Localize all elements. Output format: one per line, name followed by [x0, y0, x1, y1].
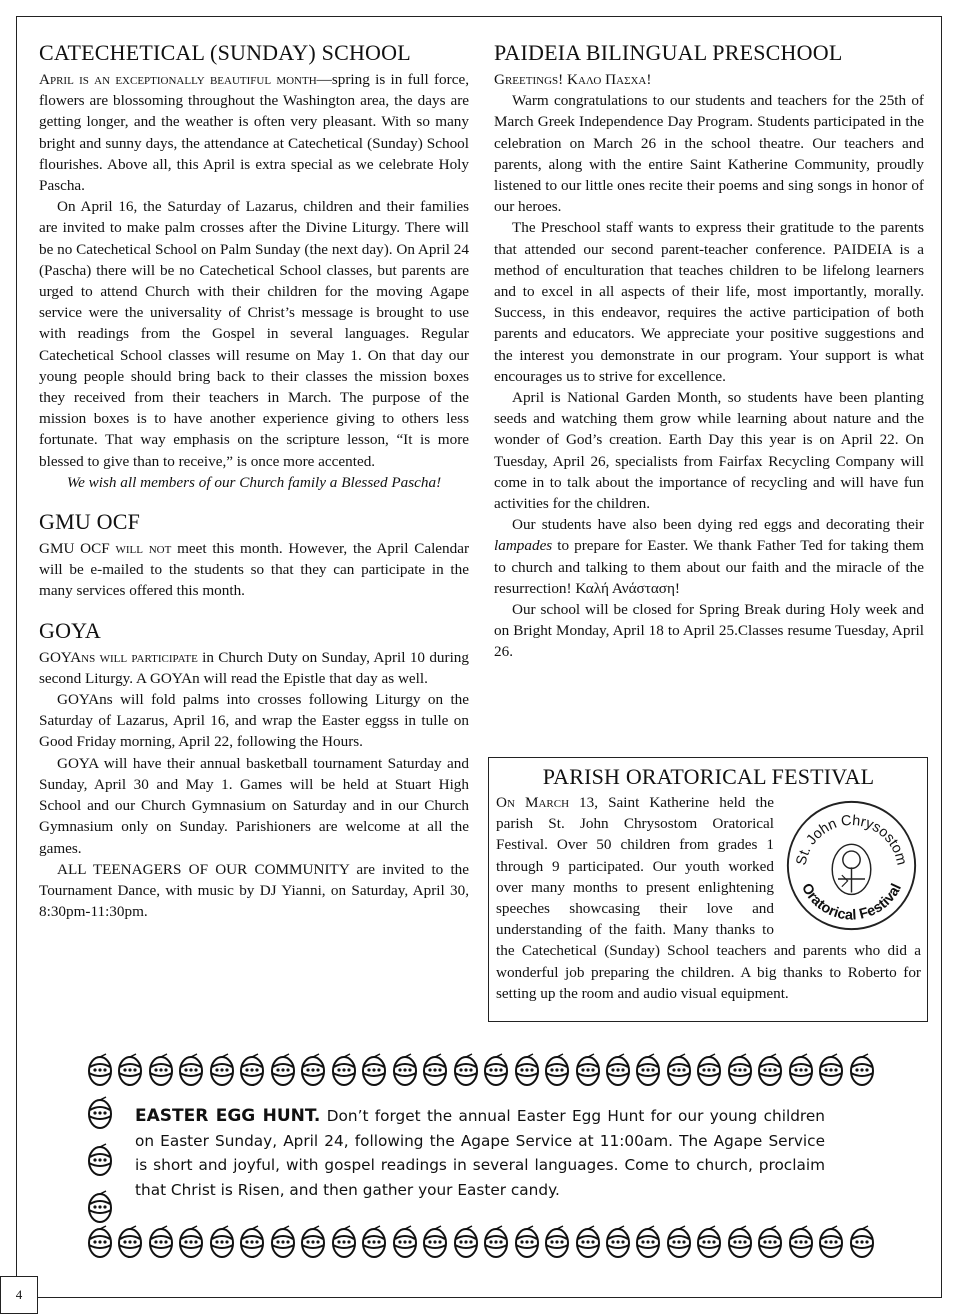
seal-bottom-text: Oratorical Festival: [797, 880, 905, 924]
decorated-egg-icon: [574, 1053, 602, 1087]
decorated-egg-icon: [726, 1225, 754, 1259]
oratorical-seal-icon: [784, 798, 919, 933]
catechetical-p1: [39, 69, 469, 196]
paideia-p5: Our school will be closed for Spring Break during Holy week and on Bright Monday, April 18 to April 25.Classes resume Tuesday, April 26.: [494, 601, 924, 661]
decorated-egg-icon: [177, 1225, 205, 1259]
decorated-egg-icon: [86, 1053, 114, 1087]
decorated-egg-icon: [360, 1225, 388, 1259]
paideia-p3: April is National Garden Month, so students have been planting seeds and watching them grow while learning about nature and the wonder of God’s creation. Earth Day this year is on April 22. On Tuesday, April 26, specialists from Fairfax Recycling Company will come in to talk about the importance of recycling and will have fun activities for the children.: [494, 389, 924, 513]
paideia-p4b: to prepare for Easter. We thank Father Ted for taking them to church and talking to them about our faith and the miracle of the resurrection! Καλή Ανάσταση!: [494, 537, 924, 597]
paideia-p2: The Preschool staff wants to express their gratitude to the parents that attended our second parent-teacher conference. PAIDEIA is a method of enculturation that teaches children to be lifelong learners and to excel in all aspects of their life, most importantly, morally. Success, in this endeavor, requires the active participation of both parents and educators. We appreciate your positive suggestions and the interest you demonstrate in our program. Your support is what encourages us to strive for excellence.: [494, 219, 924, 385]
decorated-egg-icon: [604, 1053, 632, 1087]
decorated-egg-icon: [208, 1225, 236, 1259]
seal-top-text: St. John Chrysostom: [793, 812, 910, 867]
decorated-egg-icon: [513, 1225, 541, 1259]
egg-border-bottom: [86, 1225, 876, 1259]
decorated-egg-icon: [756, 1053, 784, 1087]
easter-notice: [135, 1104, 825, 1202]
decorated-egg-icon: [817, 1225, 845, 1259]
decorated-egg-icon: [543, 1225, 571, 1259]
decorated-egg-icon: [391, 1053, 419, 1087]
decorated-egg-icon: [238, 1053, 266, 1087]
decorated-egg-icon: [269, 1225, 297, 1259]
decorated-egg-icon: [269, 1053, 297, 1087]
goya-p4: ALL TEENAGERS OF OUR COMMUNITY are invited to the Tournament Dance, with music by DJ Yianni, on Saturday, April 30, 8:30pm-11:30pm.: [39, 860, 469, 921]
oratorical-p1-text: 13, Saint Katherine held the parish St. John Chrysostom Oratorical Festival. Over 50 children from grades 1 through 9 participated. Our youth worked over many months to present enlightening speeches showcasing their love and understanding of the faith. Many thanks to the Catechetical (Sunday) School teachers and parents who did a wonderful job preparing the children. A big thanks to Roberto for setting up the room and audio visual equipment.: [496, 794, 921, 1002]
decorated-egg-icon: [116, 1053, 144, 1087]
decorated-egg-icon: [147, 1053, 175, 1087]
decorated-egg-icon: [330, 1225, 358, 1259]
gmu-title: GMU OCF: [39, 509, 141, 535]
paideia-p4-emphasis: lampades: [494, 537, 553, 555]
egg-border-top: [86, 1053, 876, 1087]
decorated-egg-icon: [787, 1225, 815, 1259]
decorated-egg-icon: [116, 1225, 144, 1259]
decorated-egg-icon: [391, 1225, 419, 1259]
decorated-egg-icon: [817, 1053, 845, 1087]
decorated-egg-icon: [238, 1225, 266, 1259]
goya-p3: GOYA will have their annual basketball tournament Saturday and Sunday, April 30 and May 1. Games will be held at Stuart High School and our Church Gymnasium on Saturday and in our Church Gymnasium only on Sunday. Parishioners are welcome at all the games.: [39, 754, 469, 857]
oratorical-lead: On March: [496, 794, 570, 811]
paideia-p1: Warm congratulations to our students and teachers for the 25th of March Greek Independence Day Program. Students participated in the celebration on March 26 in the school theatre. Our teachers and parents, along with the entire Saint Katherine Community, proudly listened to our little ones recite their poems and sing songs in honor of our heroes.: [494, 92, 924, 216]
left-column: [39, 40, 469, 922]
decorated-egg-icon: [86, 1190, 114, 1224]
decorated-egg-icon: [86, 1143, 114, 1177]
decorated-egg-icon: [634, 1225, 662, 1259]
decorated-egg-icon: [756, 1225, 784, 1259]
decorated-egg-icon: [147, 1225, 175, 1259]
paideia-p4: [494, 514, 924, 599]
decorated-egg-icon: [695, 1053, 723, 1087]
easter-body: Don’t forget the annual Easter Egg Hunt for our young children on Easter Sunday, April 24, following the Agape Service at 11:00am. The Agape Service is short and joyful, with gospel readings in several languages. Come to church, proclaim that Christ is Risen, and then gather your Easter candy.: [135, 1107, 825, 1199]
goya-lead: GOYAns will participate: [39, 648, 198, 666]
decorated-egg-icon: [208, 1053, 236, 1087]
decorated-egg-icon: [482, 1225, 510, 1259]
decorated-egg-icon: [452, 1225, 480, 1259]
catechetical-p1-text: —spring is in full force, flowers are blossoming throughout the Washington area, the days are getting longer, and the weather is often very pleasant. With so many bright and sunny days, the attendance at Catechetical (Sunday) School flourishes. Above all, this April is extra special as we celebrate Holy Pascha.: [39, 71, 469, 195]
right-column: [494, 40, 924, 663]
gmu-p1: [39, 538, 469, 602]
oratorical-box: [488, 757, 928, 1022]
decorated-egg-icon: [482, 1053, 510, 1087]
goya-title: GOYA: [39, 617, 101, 643]
decorated-egg-icon: [86, 1096, 114, 1130]
goya-p2: GOYAns will fold palms into crosses following Liturgy on the Saturday of Lazarus, April 16, and wrap the Easter eggss in tulle on Good Friday morning, April 22, following the Hours.: [39, 691, 469, 751]
decorated-egg-icon: [452, 1053, 480, 1087]
decorated-egg-icon: [513, 1053, 541, 1087]
decorated-egg-icon: [543, 1053, 571, 1087]
decorated-egg-icon: [604, 1225, 632, 1259]
gmu-lead: GMU OCF: [39, 540, 110, 558]
paideia-lead: Greetings! Καλο Πασχα!: [494, 71, 652, 88]
decorated-egg-icon: [177, 1053, 205, 1087]
egg-border-left: [86, 1096, 120, 1237]
page-number: 4: [0, 1276, 38, 1314]
decorated-egg-icon: [665, 1053, 693, 1087]
goya-p1-text: in Church Duty on Sunday, April 10 during second Liturgy. A GOYAn will read the Epistle that day as well.: [39, 648, 469, 687]
paideia-title: PAIDEIA BILINGUAL PRESCHOOL: [494, 40, 843, 65]
catechetical-closing: We wish all members of our Church family a Blessed Pascha!: [66, 473, 442, 491]
decorated-egg-icon: [421, 1053, 449, 1087]
decorated-egg-icon: [665, 1225, 693, 1259]
decorated-egg-icon: [848, 1225, 876, 1259]
decorated-egg-icon: [299, 1225, 327, 1259]
paideia-p4a: Our students have also been dying red eggs and decorating their: [512, 516, 924, 534]
oratorical-title: PARISH ORATORICAL FESTIVAL: [542, 764, 875, 789]
decorated-egg-icon: [574, 1225, 602, 1259]
decorated-egg-icon: [634, 1053, 662, 1087]
decorated-egg-icon: [421, 1225, 449, 1259]
gmu-p1-text: meet this month. However, the April Calendar will be e-mailed to the students so that they can participate in the many services offered this month.: [39, 540, 470, 600]
decorated-egg-icon: [330, 1053, 358, 1087]
catechetical-p2: On April 16, the Saturday of Lazarus, children and their families are invited to make palm crosses after the Divine Liturgy. There will be no Catechetical School on Palm Sunday (the next day). On April 24 (Pascha) there will be no Catechetical School classes, but parents are urged to attend Church with their children for the moving Agape service were the universality of Christ’s message is brought to use with readings from the Gospel in several languages. Regular Catechetical School classes will resume on May 1. On that day our young people should bring back to their classes the mission boxes they received from their teachers in March. The purpose of the mission boxes is to have another experience giving to others less fortunate. That way emphasis on the scripture lesson, “It is more blessed to give than to receive,” is once more accented.: [39, 198, 469, 470]
easter-heading: EASTER EGG HUNT.: [135, 1106, 321, 1126]
catechetical-lead: April is an exceptionally beautiful month: [39, 71, 317, 88]
goya-p1: [39, 647, 469, 689]
decorated-egg-icon: [360, 1053, 388, 1087]
catechetical-title: CATECHETICAL (SUNDAY) SCHOOL: [39, 40, 411, 65]
decorated-egg-icon: [695, 1225, 723, 1259]
gmu-lead-sc: will not: [115, 540, 172, 558]
decorated-egg-icon: [848, 1053, 876, 1087]
decorated-egg-icon: [726, 1053, 754, 1087]
decorated-egg-icon: [299, 1053, 327, 1087]
decorated-egg-icon: [787, 1053, 815, 1087]
